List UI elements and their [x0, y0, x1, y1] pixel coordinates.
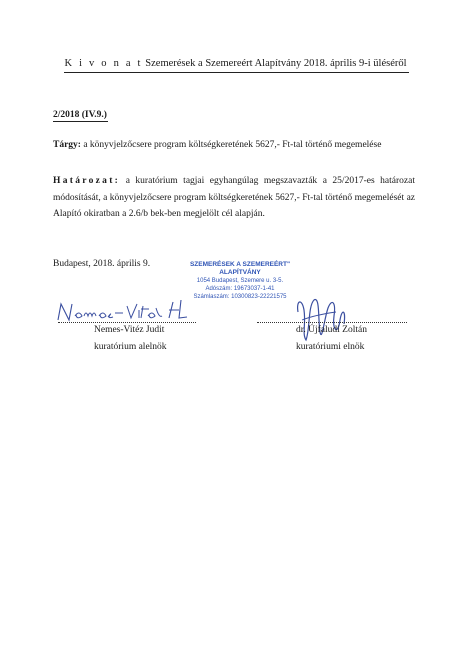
- decision-paragraph: [53, 173, 415, 223]
- resolution-number-underline: [53, 121, 108, 122]
- resolution-number: 2/2018 (IV.9.): [53, 110, 107, 120]
- signatory-right-name: dr. Újfaludi Zoltán: [296, 325, 367, 335]
- decision-text: a kuratórium tagjai egyhangúlag megszavazták a 25/2017-es határozat módosítását, a könyvjelzőcsere program költségkeretének 5627,- Ft-tal történő megemelését az Alapító okiratban a 2.6/b bek-ben megjelölt cél alapján.: [53, 176, 415, 219]
- stamp-line-1: SZEMERÉSEK A SZEMEREÉRT": [189, 261, 291, 268]
- stamp-line-2: ALAPÍTVÁNY: [219, 269, 261, 276]
- signatory-left-role: kuratórium alelnök: [94, 342, 167, 352]
- subject-text: a könyvjelzőcsere program költségkeretének 5627,- Ft-tal történő megemelése: [80, 140, 382, 150]
- subject-line: [53, 140, 381, 150]
- stamp-line-5: Számlaszám: 10300823-22221575: [193, 294, 287, 300]
- signature-line-right: [257, 322, 407, 323]
- title-underline: [64, 72, 409, 73]
- signatory-right-role: kuratóriumi elnök: [296, 342, 365, 352]
- subject-label: Tárgy:: [53, 140, 81, 150]
- decision-label: Határozat:: [53, 176, 121, 186]
- signatory-left-name: Nemes-Vitéz Judit: [94, 325, 165, 335]
- signature-line-left: [58, 322, 196, 323]
- stamp-line-3: 1054 Budapest, Szemere u. 3-5.: [196, 278, 284, 284]
- foundation-stamp: [175, 261, 305, 301]
- title-spaced-word: K i v o n a t: [64, 58, 143, 69]
- signature-right: [292, 290, 352, 346]
- stamp-line-4: Adószám: 19673037-1-41: [205, 286, 275, 292]
- signature-left: [55, 296, 195, 328]
- place-date: Budapest, 2018. április 9.: [53, 259, 151, 269]
- title-rest: Szemerések a Szemereért Alapítvány 2018. április 9-i üléséről: [142, 58, 407, 69]
- document-title: [0, 58, 471, 69]
